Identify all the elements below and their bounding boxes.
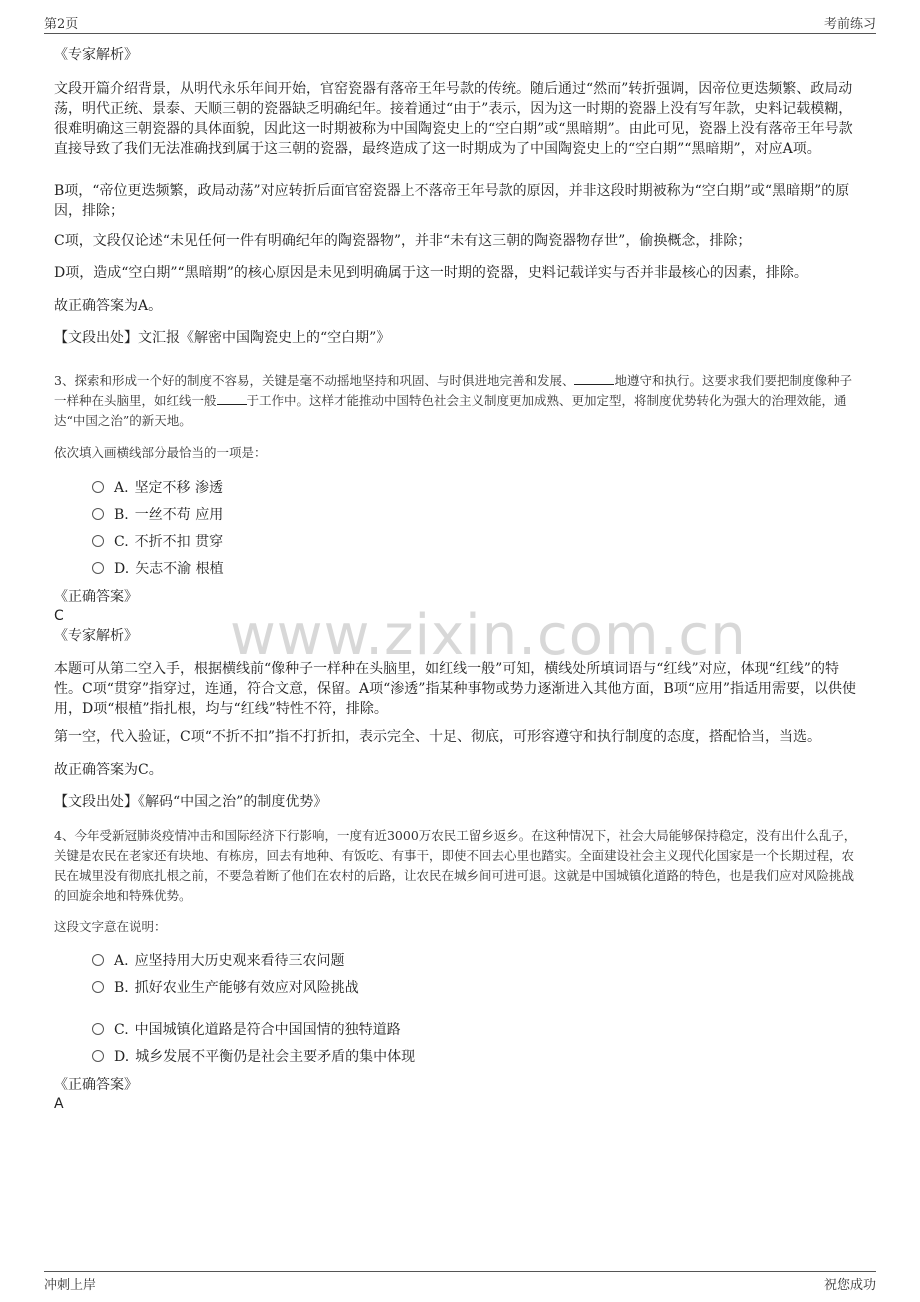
q3-option-d[interactable]: D. 矢志不渝 根植 xyxy=(92,559,224,579)
q4-answer: A xyxy=(54,1096,64,1112)
option-text: 不折不扣 贯穿 xyxy=(134,534,224,550)
option-text: 中国城镇化道路是符合中国国情的独特道路 xyxy=(134,1022,401,1038)
radio-icon[interactable] xyxy=(92,1050,104,1062)
q4-option-c[interactable]: C. 中国城镇化道路是符合中国国情的独特道路 xyxy=(92,1020,401,1040)
q2-expert-title: 《专家解析》 xyxy=(54,47,138,63)
q2-analysis-para3: C项，文段仅论述“未见任何一件有明确纪年的陶瓷器物”，并非“未有这三朝的陶瓷器物存世”，偷换概念，排除； xyxy=(54,233,752,249)
page-header xyxy=(44,13,876,34)
q2-source: 【文段出处】文汇报《解密中国陶瓷史上的“空白期”》 xyxy=(54,330,391,346)
q3-source: 【文段出处】《解码“中国之治”的制度优势》 xyxy=(54,794,328,810)
q3-stem-part3: 于工作中。这样才能推动中国特色社会主义制度更加成熟、更加定型，将制度优势转化为强大的治理效能，通达“中国之治”的新天地。 xyxy=(54,393,847,428)
q3-option-b[interactable]: B. 一丝不苟 应用 xyxy=(92,505,223,525)
q4-option-a[interactable]: A. 应坚持用大历史观来看待三农问题 xyxy=(92,951,345,971)
q2-analysis-para4: D项，造成“空白期”“黑暗期”的核心原因是未见到明确属于这一时期的瓷器，史料记载详实与否并非最核心的因素，排除。 xyxy=(54,265,808,281)
q3-option-c[interactable]: C. 不折不扣 贯穿 xyxy=(92,532,223,552)
option-text: 坚定不移 渗透 xyxy=(134,480,224,496)
watermark: www.zixin.com.cn xyxy=(230,603,747,668)
radio-icon[interactable] xyxy=(92,1023,104,1035)
q3-analysis-para1: 本题可从第二空入手，根据横线前“像种子一样种在头脑里，如红线一般”可知，横线处所填词语与“红线”对应，体现“红线”的特性。C项“贯穿”指穿过，连通，符合文意，保留。A项“渗透”指某种事物或势力逐渐进入其他方面，B项“应用”指适用需要，以供使用，D项“根植”指扎根，均与“红线”特性不符，排除。 xyxy=(54,661,857,717)
q3-stem-part1: 3、探索和形成一个好的制度不容易，关键是毫不动摇地坚持和巩固、与时俱进地完善和发展、 xyxy=(54,373,575,388)
q2-analysis-para2: B项，“帝位更迭频繁，政局动荡”对应转折后面官窑瓷器上不落帝王年号款的原因，并非这段时期被称为“空白期”或“黑暗期”的原因，排除； xyxy=(54,183,850,219)
radio-icon[interactable] xyxy=(92,535,104,547)
q3-prompt: 依次填入画横线部分最恰当的一项是： xyxy=(54,445,267,460)
radio-icon[interactable] xyxy=(92,562,104,574)
footer-left: 冲刺上岸 xyxy=(44,1278,97,1293)
q3-answer: C xyxy=(54,608,64,624)
q3-blank-1 xyxy=(574,372,614,385)
page-number: 第2页 xyxy=(44,17,79,32)
q3-expert-title: 《专家解析》 xyxy=(54,628,138,644)
q3-stem-part2: 地遵守和执行。这要求我们要把制度像种子一样种在头脑里，如红线一般 xyxy=(54,373,852,408)
radio-icon[interactable] xyxy=(92,508,104,520)
page-footer xyxy=(44,1271,876,1294)
q4-stem: 4、今年受新冠肺炎疫情冲击和国际经济下行影响，一度有近3000万农民工留乡返乡。在这种情况下，社会大局能够保持稳定，没有出什么乱子，关键是农民在老家还有块地、有栋房，回去有地种、有饭吃、有事干，即使不回去心里也踏实。全面建设社会主义现代化国家是一个长期过程，农民在城里没有彻底扎根之前，不要急着断了他们在农村的后路，让农民在城乡间可进可退。这就是中国城镇化道路的特色，也是我们应对风险挑战的回旋余地和特殊优势。 xyxy=(54,828,857,903)
q3-conclusion: 故正确答案为C。 xyxy=(54,762,163,778)
option-text: 抓好农业生产能够有效应对风险挑战 xyxy=(134,980,359,996)
option-text: 城乡发展不平衡仍是社会主要矛盾的集中体现 xyxy=(135,1049,416,1065)
q3-option-a[interactable]: A. 坚定不移 渗透 xyxy=(92,478,223,498)
q2-conclusion: 故正确答案为A。 xyxy=(54,298,163,314)
q3-analysis-para2: 第一空，代入验证，C项“不折不扣”指不打折扣，表示完全、十足、彻底，可形容遵守和执行制度的态度，搭配恰当，当选。 xyxy=(54,729,822,745)
option-text: 矢志不渝 根植 xyxy=(135,561,224,577)
q4-option-b[interactable]: B. 抓好农业生产能够有效应对风险挑战 xyxy=(92,978,359,998)
option-text: 一丝不苟 应用 xyxy=(134,507,224,523)
option-text: 应坚持用大历史观来看待三农问题 xyxy=(134,953,345,969)
q4-answer-title: 《正确答案》 xyxy=(54,1077,138,1093)
radio-icon[interactable] xyxy=(92,954,104,966)
q4-option-d[interactable]: D. 城乡发展不平衡仍是社会主要矛盾的集中体现 xyxy=(92,1047,415,1067)
q3-blank-2 xyxy=(217,392,247,405)
q4-prompt: 这段文字意在说明： xyxy=(54,919,167,934)
q2-analysis-para1: 文段开篇介绍背景，从明代永乐年间开始，官窑瓷器有落帝王年号款的传统。随后通过“然而”转折强调，因帝位更迭频繁、政局动荡，明代正统、景泰、天顺三朝的瓷器缺乏明确纪年。接着通过“由于”表示，因为这一时期的瓷器上没有写年款，史料记载模糊，很难明确这三朝瓷器的具体面貌，因此这一时期被称为中国陶瓷史上的“空白期”或“黑暗期”。由此可见，瓷器上没有落帝王年号款直接导致了我们无法准确找到属于这三朝的瓷器，最终造成了这一时期成为了中国陶瓷史上的“空白期”“黑暗期”，对应A项。 xyxy=(54,81,853,157)
radio-icon[interactable] xyxy=(92,981,104,993)
radio-icon[interactable] xyxy=(92,481,104,493)
q3-stem xyxy=(54,371,864,431)
header-title: 考前练习 xyxy=(823,17,876,32)
q3-answer-title: 《正确答案》 xyxy=(54,589,138,605)
footer-right: 祝您成功 xyxy=(823,1278,876,1293)
